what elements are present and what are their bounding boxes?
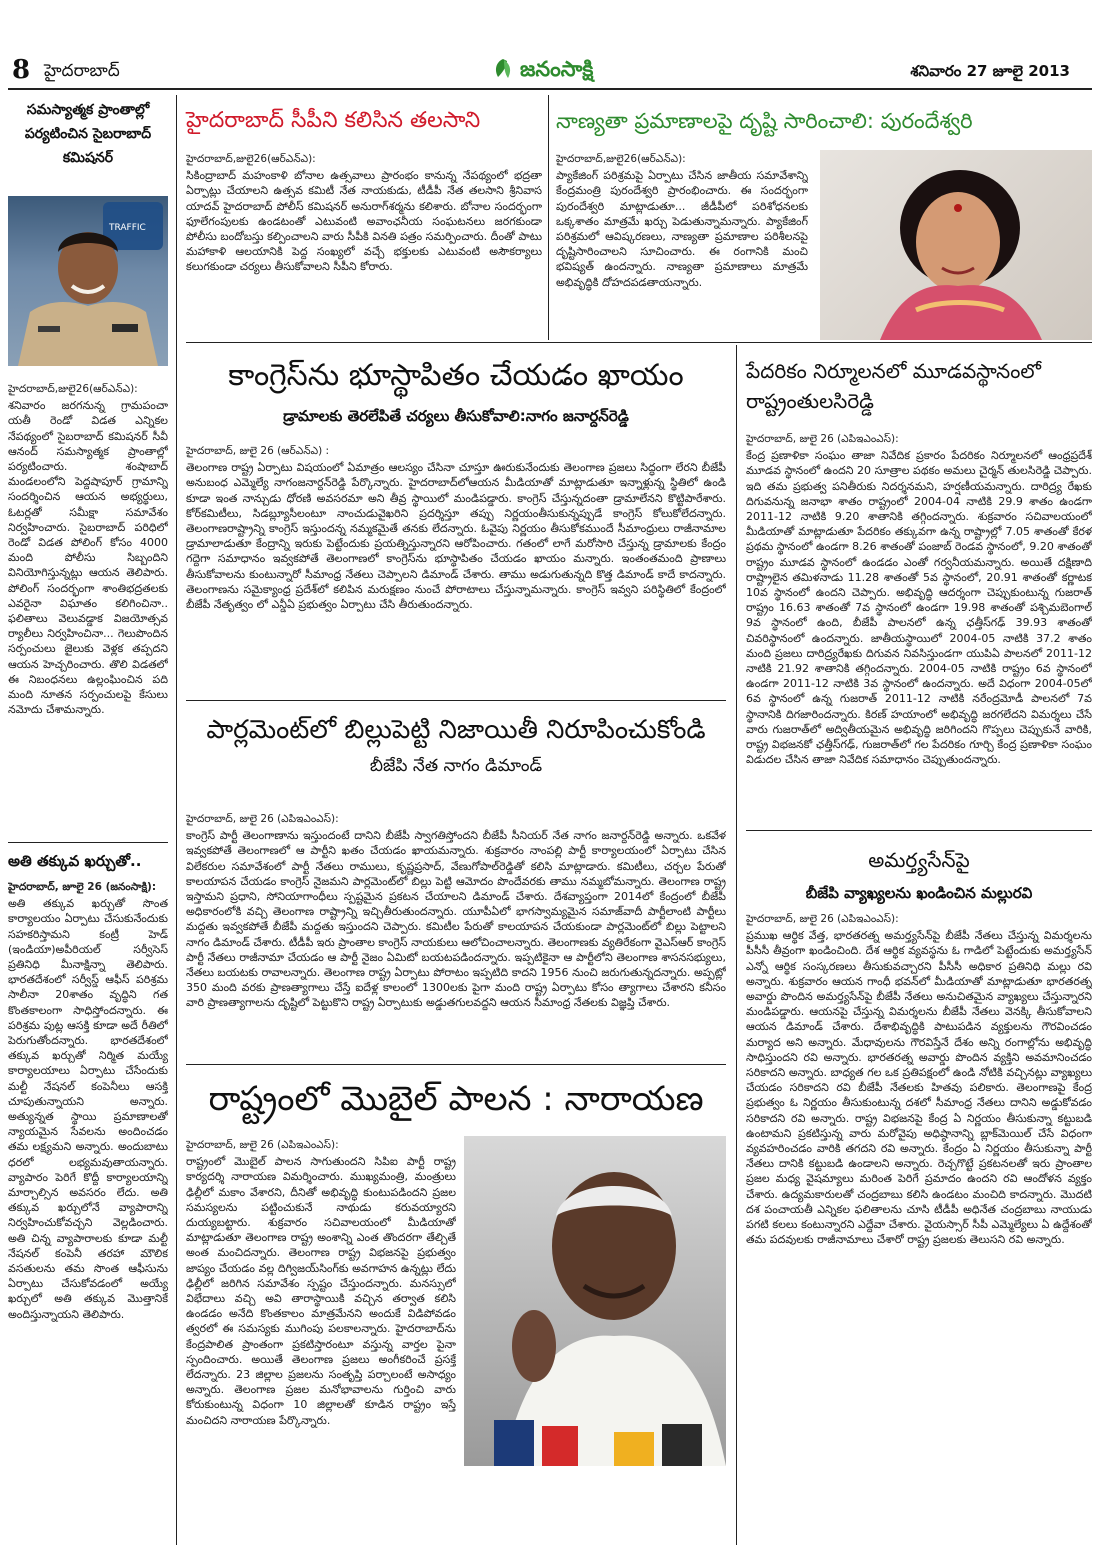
poverty-body-text: కేంద్ర ప్రణాళికా సంఘం తాజా నివేదిక ప్రకారం పేదరికం నిర్మూలనలో ఆంధ్రప్రదేశ్ మూడవ స్థానంలో ఉందని 20 సూత్రాల పథకం అమలు చైర్మన్ తులసిరెడ్డి చెప్పారు. ఇది తమ ప్రభుత్వ పనితీరుకు నిదర్శనమని, హర్షణీయమన్నారు. దారిద్ర్య రేఖకు దిగువనున్న జనాభా శాతం రాష్ట్రంలో 2004-04 నాటికి 29.9 శాతం ఉండగా 2011-12 నాటికి 9.20 శాతానికి తగ్గిందన్నారు. శుక్రవారం సచివాలయంలో మీడియాతో మాట్లాడుతూ పేదరికం తక్కువగా ఉన్న రాష్ట్రాల్లో 7.05 శాతంతో కేరళ ప్రథమ స్థానంలో ఉండగా 8.26 శాతంతో పంజాబ్ రెండవ స్థానంలో, 9.20 శాతంతో రాష్ట్రం మూడవ స్థానంలో ఉండడం ఎంతో గర్వనీయమన్నారు. అయితే దక్షిణాది రాష్ట్రాలైన తమిళనాడు 11.28 శాతంతో 5వ స్థానంలో, 20.91 శాతంతో కర్ణాటక 10వ స్థానంలో ఉందని చెప్పారు. అభివృద్ధి ఆదర్శంగా చెప్పుకుంటున్న గుజరాత్ రాష్ట్రం 16.63 శాతంతో 7వ స్థానంలో ఉండగా 19.98 శాతంతో పశ్చిమబెంగాల్ 9వ స్థానంలో ఉంది, బీజేపీ పాలనలో ఉన్న ఛత్తీస్‌గఢ్ 39.93 శాతంతో చివరిస్థానంలో ఉందన్నారు. జాతీయస్థాయిలో 2004-05 నాటికి 37.2 శాతం మంది ప్రజలు దారిద్ర్యరేఖకు దిగువన నివసిస్తుండగా యుపిఏ పాలనలో 2011-12 నాటికి 21.92 శాతానికి తగ్గిందన్నారు. 2004-05 నాటికి రాష్ట్రం 6వ స్థానంలో ఉండగా 2011-12 నాటికి 3వ స్థానంలో ఉందన్నారు. అదే విధంగా 2004-05లో 6వ స్థానంలో ఉన్న గుజరాత్ 2011-12 నాటికి నరేంద్రమోడీ పాలనలో 7వ స్థానానికి దిగజారిందన్నారు. కిరణ్ హయాంలో అభివృద్ధి జరగలేదని విమర్శలు చేసే వారు గుజరాత్‌లో అద్వితీయమైన అభివృద్ధి జరిగిందని గొప్పలు చెప్పుకునే వారికి, రాష్ట్ర విభజనకో ఛత్తీస్‌గఢ్, గుజరాత్‌లో గల పేదరికం గూర్చి కేంద్ర ప్రణాళికా సంఘం విడుదల చేసిన తాజా నివేదిక సమాధానం చెప్పుతుందన్నారు.: [746, 449, 1092, 767]
masthead-city: హైదరాబాద్: [44, 61, 120, 81]
talasani-body-text: సికింద్రాబాద్ మహంకాళి బోనాల ఉత్సవాలు ప్రారంభం కానున్న నేపథ్యంలో భద్రతా ఏర్పాట్లు చేయాలని ఉత్సవ కమిటీ నేత నాయకుడు, టీడీపీ నేత తలసాని శ్రీనివాస యాదవ్ హైదరాబాద్ పోలీస్ కమిషనర్ అనురాగ్‌శర్మను కలిశారు. బోనాల సందర్భంగా ఫూలేగంపులకు ఉండటంతో ఎటువంటి అవాంఛనీయ సంఘటనలు జరగకుండా పోలీసు బందోబస్తు కల్పించాలని వారు సీపీకి వినతి పత్రం సమర్పించారు. దీంతో పాటు మహాకాళి ఆలయానికి పెద్ద సంఖ్యలో వచ్చే భక్తులకు ఎటువంటి అసౌకర్యాలు కలుగకుండా చర్యలు తీసుకోవాలని సీపీని కోరారు.: [186, 169, 542, 274]
column-divider-right: [736, 345, 737, 1545]
police-commissioner-photo: [8, 196, 168, 366]
left-sub-dateline: హైదరాబాద్, జూలై 26 (జనంసాక్షి):: [8, 881, 157, 893]
narayana-caption-area: [464, 1472, 726, 1546]
parliament-body-text: కాంగ్రెస్ పార్టీ తెలంగాణాను ఇస్తుందంటే దానిని బీజేపీ స్వాగతిస్తోందని బీజేపీ సీనియర్ నేత నాగం జనార్దన్‌రెడ్డి అన్నారు. ఒకవేళ ఇవ్వకపోతే తెలంగాణలో ఆ పార్టీని ఖతం చేయడం ఖాయమన్నారు. శుక్రవారం నాంపల్లి పార్టీ కార్యాలయంలో ఏర్పాటు చేసిన విలేకరుల సమావేశంలో పార్టీ నేతలు రాములు, కృష్ణప్రసాద్, వేణుగోపాల్‌రెడ్డితో కలిసి మాట్లాడారు. కమిటీలు, చర్చల పేరుతో కాలయాపన చేయడం కాంగ్రెస్ నైజమని పార్లమెంట్‌లో బిల్లు పెట్టి ఆమోదం పొందేవరకు తాము నమ్మబోమన్నారు. తెలంగాణ రాష్ట్ర ఇస్తామని ప్రధాని, సోనియాగాంధీలు స్పష్టమైన ప్రకటన చేయాలని డిమాండ్ చేశారు. దేశవ్యాప్తంగా 2014లో కేంద్రంలో బీజేపీ అధికారంలోకి వచ్చి తెలంగాణ రాష్ట్రాన్ని ఇచ్చితీరుతుందన్నారు. యూపీఏలో భాగస్వామ్యమైన సమాజ్‌వాదీ పార్టీలాంటి పార్టీలు మద్దతు ఇవ్వకపోతే బీజేపీ మద్దతు ఇస్తుందని చెప్పారు. కమిటీల పేరుతో కాలయాపన చేయకుండా పార్లమెంట్‌లో బిల్లు పెట్టాలని నాగం డిమాండ్ చేశారు. టీడీపీ ఇరు ప్రాంతాల కాంగ్రెస్ నాయకులు ఆలోచించాలన్నారు. తెలంగాణకు వ్యతిరేకంగా వైఎస్ఆర్ కాంగ్రెస్ పార్టీ నేతలు రాజీనామా చేయడం ఆ పార్టీ నైజం ఏమిటో బయటపడిందన్నారు. ఇప్పటికైనా ఆ పార్టీలోని తెలంగాణ శాసనసభ్యులు, నేతలు బయటకు రావాలన్నారు. తెలంగాణ రాష్ట్ర ఏర్పాటు పోరాటం ఇప్పటిది కాదని 1956 నుంచి జరుగుతున్నదన్నారు. అప్పట్లో 350 మంది వరకు ప్రాణత్యాగాలు చేస్తే ఐదేళ్ల కాలంలో 1300లకు పైగా మంది రాష్ట్ర ఏర్పాటు కోసం త్యాగాలు చేశారని కనీసం వారి ప్రాణత్యాగాలను దృష్టిలో పెట్టుకొని రాష్ట్ర ఏర్పాటుకు అడ్డుతగులవద్దని ఆయన సీమాంధ్ర నేతలకు విజ్ఞప్తి చేశారు.: [186, 829, 726, 1010]
narayana-headline: రాష్ట్రంలో మొబైల్ పాలన : నారాయణ: [208, 1079, 704, 1119]
left-body-text: శనివారం జరగనున్న గ్రామపంచా యతీ రెండో విడత ఎన్నికల నేపథ్యంలో సైబరాబాద్ కమిషనర్ సీవీ ఆనంద్ సమస్యాత్మక ప్రాంతాల్లో పర్యటించారు. శంషాబాద్ మండలంలోని పెద్దషాపూర్ గ్రామాన్ని సందర్శించిన ఆయన అభ్యర్థులు, ఓటర్లతో సమీక్షా సమావేశం నిర్వహించారు. సైబరాబాద్ పరిధిలో రెండో విడత పోలింగ్ కోసం 4000 మంది పోలీసు సిబ్బందిని వినియోగిస్తున్నట్లు ఆయన తెలిపారు. పోలింగ్ సందర్భంగా శాంతిభద్రతలకు ఎవరైనా విఘాతం కలిగించినా.. ఫలితాలు వెలువడ్డాక విజయోత్సవ ర్యాలీలు నిర్వహించినా... గెలుపొందిన సర్పంచులు జైలుకు వెళ్లక తప్పదని ఆయన హెచ్చరించారు. తొలి విడతలో ఈ నిబంధనలు ఉల్లంఘించిన పది మంది నూతన సర్పంచులపై కేసులు నమోదు చేశామన్నారు.: [8, 399, 168, 717]
amartya-article-body: [746, 912, 1092, 1546]
left-sub-article-body: [8, 880, 168, 1480]
page-number: 8: [12, 55, 31, 85]
congress-sub-headline: డ్రామాలకు తెరలేపితే చర్యలు తీసుకోవాలి:నాగం జనార్దన్‌రెడ్డి: [283, 407, 629, 425]
parliament-article-body: [186, 812, 726, 1060]
narayana-photo: [464, 1136, 726, 1466]
column-divider-top: [548, 95, 549, 340]
purandeswari-dateline: హైదరాబాద్,జులై26(ఆర్ఎన్ఎ):: [556, 153, 686, 165]
purandeswari-photo: [820, 150, 1092, 340]
poverty-article-body: [746, 432, 1092, 824]
narayana-body-text: రాష్ట్రంలో మొబైల్ పాలన సాగుతుందని సిపిఐ పార్టీ రాష్ట్ర కార్యదర్శి నారాయణ విమర్శించారు. ముఖ్యమంత్రి, మంత్రులు ఢిల్లీలో మకాం వేశారని, దీనితో అభివృద్ధి కుంటుపడిందని ప్రజల సమస్యలను పట్టించుకునే నాథుడు కరువయ్యారని దుయ్యబట్టారు. శుక్రవారం సచివాలయంలో మీడియాతో మాట్లాడుతూ తెలంగాణ రాష్ట్ర అంశాన్ని ఎంత తొందరగా తేల్చితే అంత మంచిదన్నారు. తెలంగాణ రాష్ట్ర విభజనపై ప్రభుత్వం జాప్యం చేయడం వల్ల దిగ్విజయ్‌సింగ్‌కు అవగాహన ఉన్నట్లు లేదు ఢిల్లీలో జరిగిన సమావేశం స్పష్టం చేస్తుందన్నారు. మనస్సులో విభేదాలు వచ్చి అవి తారాస్థాయికి వచ్చిన తర్వాత కలిసి ఉండడం అనేది కొంతకాలం మాత్రమేనని అందుకే విడిపోవడం త్వరలో ఈ సమస్యకు ముగింపు పలకాలన్నారు. హైదరాబాద్‌ను కేంద్రపాలిత ప్రాంతంగా ప్రకటిస్తారంటూ వస్తున్న వార్తల పైనా స్పందించారు. అయితే తెలంగాణ ప్రజలు అంగీకరించే ప్రసక్తే లేదన్నారు. 23 జిల్లాల ప్రజలను సంతృప్తి పర్చాలంటే అసాధ్యం అన్నారు. తెలంగాణ ప్రజల మనోభావాలను గుర్తించి వారు కోరుకుంటున్న విధంగా 10 జిల్లాలతో కూడిన రాష్ట్రం ఇస్తే మంచిదని నారాయణ పేర్కొన్నారు.: [186, 1155, 456, 1427]
masthead-rule: [8, 88, 1092, 90]
masthead-logo: [490, 54, 593, 84]
poverty-headline: పేదరికం నిర్మూలనలో మూడవస్థానంలో రాష్ట్రంతులసిరెడ్డి: [746, 359, 1041, 413]
amartya-sub-headline: బీజేపి వ్యాఖ్యలను ఖండించిన మల్లురవి: [805, 884, 1033, 902]
svg-text:TRAFFIC: TRAFFIC: [109, 223, 146, 233]
talasani-dateline: హైదరాబాద్,జులై26(ఆర్ఎన్ఎ):: [186, 153, 316, 165]
narayana-dateline: హైదరాబాద్, జులై 26 (ఎపిఇఎంఎస్):: [186, 1139, 339, 1151]
talasani-article-body: [186, 152, 542, 330]
masthead-date: శనివారం 27 జూలై 2013: [910, 62, 1070, 80]
left-subsection-rule: [8, 842, 168, 843]
amartya-headline: అమర్త్యసేన్‌పై: [868, 848, 970, 872]
masthead-logo-text: జనంసాక్షి: [520, 57, 594, 81]
leaf-logo-icon: [490, 56, 516, 82]
purandeswari-body-text: ప్యాకేజింగ్ పరిశ్రమపై ఏర్పాటు చేసిన జాతీయ సమావేశాన్ని కేంద్రమంత్రి పురందేశ్వరి ప్రారంభించారు. ఈ సందర్భంగా పురందేశ్వరి మాట్లాడుతూ... జీడీపీలో పరిశోధనలకు ఒక్కశాతం మాత్రమే ఖర్చు పెడుతున్నామన్నారు. ప్యాకేజింగ్ పరిశ్రమలో ఆవిష్కరణలు, నాణ్యతా ప్రమాణాల పరిశీలనపై దృష్టిసారించాలని సూచించారు. ఈ రంగానికి మంచి భవిష్యత్ ఉందన్నారు. నాణ్యతా ప్రమాణాలు మాత్రమే అభివృద్ధికి దోహదపడతాయన్నారు.: [556, 169, 808, 289]
left-headline: సమస్యాత్మక ప్రాంతాల్లో పర్యటించిన సైబరాబాద్ కమిషనర్: [24, 102, 152, 166]
column-divider-left: [176, 95, 177, 1545]
congress-article-body: [186, 444, 726, 692]
left-article-body: [8, 382, 168, 832]
congress-headline: కాంగ్రెస్‌ను భూస్థాపితం చేయడం ఖాయం: [228, 358, 684, 393]
congress-dateline: హైదరాబాద్, జులై 26 (ఆర్ఎన్ఎ) :: [186, 445, 330, 457]
parliament-sub-headline: బీజేపి నేత నాగం డిమాండ్: [369, 756, 543, 776]
parliament-dateline: హైదరాబాద్, జులై 26 (ఎపిఇఎంఎస్):: [186, 813, 339, 825]
left-dateline: హైదరాబాద్,జులై26(ఆర్ఎన్ఎ):: [8, 383, 138, 395]
parliament-headline: పార్లమెంట్‌లో బిల్లుపెట్టి నిజాయితీ నిరూపించుకోండి: [206, 715, 706, 745]
purandeswari-article-body: [556, 152, 808, 340]
purandeswari-headline: నాణ్యతా ప్రమాణాలపై దృష్టి సారించాలి: పురందేశ్వరి: [556, 109, 973, 133]
left-sub-headline: అతి తక్కువ ఖర్చుతో..: [8, 852, 142, 870]
amartya-body-text: ప్రముఖ ఆర్థిక వేత్త, భారతరత్న అమర్త్యసేన్‌పై బీజేపీ నేతలు చేస్తున్న విమర్శలను పీసీసీ తీవ్రంగా ఖండించింది. దేశ ఆర్థిక వ్యవస్థను ఓ గాడిలో పెట్టేందుకు అమర్త్యసేన్ ఎన్నో ఆర్థిక సంస్కరణలు తీసుకువచ్చారని పీసీసీ అధికార ప్రతినిధి మల్లు రవి అన్నారు. శుక్రవారం ఆయన గాంధీ భవన్‌లో మీడియాతో మాట్లాడుతూ భారతరత్న అవార్డు పొందిన అమర్త్యసేన్‌పై బీజేపీ నేతలు అనుచితమైన వ్యాఖ్యలు చేస్తున్నారని మండిపడ్డారు. ఆయనపై చేస్తున్న విమర్శలను బీజేపీ నేతలు వెనక్కి తీసుకోవాలని ఆయన డిమాండ్ చేశారు. దేశాభివృద్ధికి పాటుపడిన వ్యక్తులను గౌరవించడం మర్యాద అని అన్నారు. మేధావులను గౌరవిస్తేనే దేశం అన్ని రంగాల్లోను అభివృద్ధి సాధిస్తుందని రవి అన్నారు. భారతరత్న అవార్డు పొందిన వ్యక్తిని అవమానించడం సరికాదని అన్నారు. బాధ్యత గల ఒక ప్రతిపక్షంలో ఉండి నోటికి వచ్చినట్లు వ్యాఖ్యలు చేయడం సరికాదని రవి బీజేపీ నేతలకు హితవు పలికారు. తెలంగాణపై కేంద్ర ప్రభుత్వం ఓ నిర్ణయం తీసుకుంటున్న దశలో సీమాంధ్ర నేతలు దానిని అడ్డుకోవడం సరికాదని రవి అన్నారు. రాష్ట్ర విభజనపై కేంద్ర ఏ నిర్ణయం తీసుకున్నా కట్టుబడి ఉంటామని ప్రకటిస్తున్న వారు మరోవైపు అధిష్ఠానాన్ని బ్లాక్‌మెయిల్ చేసే విధంగా వ్యవహరించడం వారికి తగదని రవి అన్నారు. కేంద్రం ఏ నిర్ణయం తీసుకున్నా పార్టీ నేతలు దానికి కట్టుబడి ఉండాలని అన్నారు. రెచ్చగొట్టే ప్రకటనలతో ఇరు ప్రాంతాల ప్రజల మధ్య వైషమ్యాలు మరింత పెరిగే ప్రమాదం ఉందని రవి ఆందోళన వ్యక్తం చేశారు. ఉద్యమకారులతో చంద్రబాబు కలిసి ఉండటం మంచిది కాదన్నారు. మొదటి దశ పంచాయతీ ఎన్నికల ఫలితాలను చూసి టీడీపీ అధినేత చంద్రబాబు నాయుడు పగటి కలలు కంటున్నారని ఎద్దేవా చేశారు. వైయస్సార్ సీపీ ఎమ్మెల్యేలు ఏ ఉద్దేశంతో తమ పదవులకు రాజీనామాలు చేశారో రాష్ట్ర ప్రజలకు తెలుసని రవి అన్నారు.: [746, 929, 1092, 1247]
left-sub-body-text: అతి తక్కువ ఖర్చుతో సొంత కార్యాలయం ఏర్పాటు చేసుకునేందుకు సహకరిస్తామని కంట్రీ హెడ్ (ఇండియా)అపీరియల్ సర్వీసెస్ ప్రతినిధి మీనాక్షిన్నా తెలిపారు. భారతదేశంలో సర్వీస్డ్ ఆఫీస్ పరిశ్రమ సాలీనా 20శాతం వృద్ధిని గత కొంతకాలంగా సాధిస్తోందన్నారు. ఈ పరిశ్రమ పుట్ల ఆసక్తి కూడా అదే రీతిలో పెరుగుతోందన్నారు. భారతదేశంలో తక్కువ ఖర్చుతో నిర్మిత మయ్యే కార్యాలయాలు ఏర్పాటు చేసేందుకు మల్టీ నేషనల్ కంపెనీలు ఆసక్తి చూపుతున్నాయని అన్నారు. అత్యున్నత స్థాయి ప్రమాణాలతో న్యాయమైన సేవలను అందించడం తమ లక్ష్యమని అన్నారు. అందుబాటు ధరలో లభ్యమవుతాయన్నారు. వ్యాపారం పెరిగే కొద్దీ కార్యాలయాన్ని మార్చాల్సిన అవసరం లేదు. అతి తక్కువ ఖర్చులోనే వ్యాపారాన్ని నిర్వహించుకోవచ్చని వెల్లడించారు. అతి చిన్న వ్యాపారాలకు కూడా మల్టీ నేషనల్ కంపెనీ తరహా మౌలిక వసతులను తమ సొంత ఆఫీసును ఏర్పాటు చేసుకోవడంలో అయ్యే ఖర్చులో అతి తక్కువ మొత్తానికే అందిస్తున్నాయని తెలిపారు.: [8, 897, 168, 1321]
amartya-dateline: హైదరాబాద్, జులై 26 (ఎపిఇఎంఎస్):: [746, 913, 899, 925]
narayana-article-body: [186, 1138, 456, 1546]
poverty-rule: [746, 830, 1092, 831]
congress-body-text: తెలంగాణ రాష్ట్ర ఏర్పాటు విషయంలో ఏమాత్రం ఆలస్యం చేసినా చూస్తూ ఊరుకునేందుకు తెలంగాణ ప్రజలు సిద్ధంగా లేరని బీజేపీ అనుబంధ ఎమ్మెల్యే నాగంజనార్దన్‌రెడ్డి పేర్కొన్నారు. హైదరాబాద్‌లోఆయన మీడియాతో మాట్లాడుతూ ఇన్నాళ్లున్న స్థితిలో ఉండి కూడా ఇంత నాన్చుడు ధోరణి అవసరమా అని తీవ్ర స్థాయిలో మండిపడ్డారు. కాంగ్రెస్ చేస్తున్నదంతా డ్రామాలేనని కొట్టిపారేశారు. కోర్‌కమిటీలు, సిడబ్ల్యూసీలంటూ నాంచుడువైఖరిని ప్రదర్శిస్తూ తప్పు నిర్ణయంతీసుకున్నప్పుడే కాంగ్రెస్ కోలుకోలేదన్నారు. తెలంగాణరాష్ట్రాన్ని కాంగ్రెస్ ఇస్తుందన్న నమ్మకమైతే తనకు లేదన్నారు. ఓవైపు నిర్ణయం తీసుకోకముందే సీమాంధ్రులు రాజీనామాల డ్రామాలాడుతూ కేంద్రాన్ని ఇరుకు పెట్టేందుకు ప్రయత్నిస్తున్నారని ఆరోపించారు. గతంలో లాగే మరోసారి చేస్తున్న డ్రామాలకు కేంద్రం గద్దెగా సమాధానం ఇవ్వకపోతే తెలంగాణలో కాంగ్రెస్‌ను భూస్థాపితం చేయడం ఖాయం మన్నారు. ఇంతంతమంది ప్రాణాలు తీసుకోవాలను కుంటున్నారో సీమాంధ్ర నేతలు చెప్పాలని డిమాండ్ చేశారు. తాము అడుగుతున్నది కొత్త డిమాండ్ కాదే కాదన్నారు. తెలంగాణను సమైక్యాంధ్ర ప్రదేశ్‌లో కలిపిన మరుక్షణం నుంచే పోరాటాలు చేస్తున్నామన్నారు. కాంగ్రెస్ ఇవ్వని పరిస్థితిలో కేంద్రంలో బీజేపీ నేతృత్వం లో ఎన్డీఏ ప్రభుత్వం ఏర్పాటు చేసి తీరుతుందన్నారు.: [186, 461, 726, 612]
talasani-headline: హైదరాబాద్ సీపీని కలిసిన తలసాని: [186, 108, 481, 133]
poverty-dateline: హైదరాబాద్, జులై 26 (ఎపిఇఎంఎస్):: [746, 433, 899, 445]
top-section-rule: [186, 342, 1092, 343]
parliament-rule: [186, 1064, 726, 1065]
congress-rule: [186, 700, 726, 701]
